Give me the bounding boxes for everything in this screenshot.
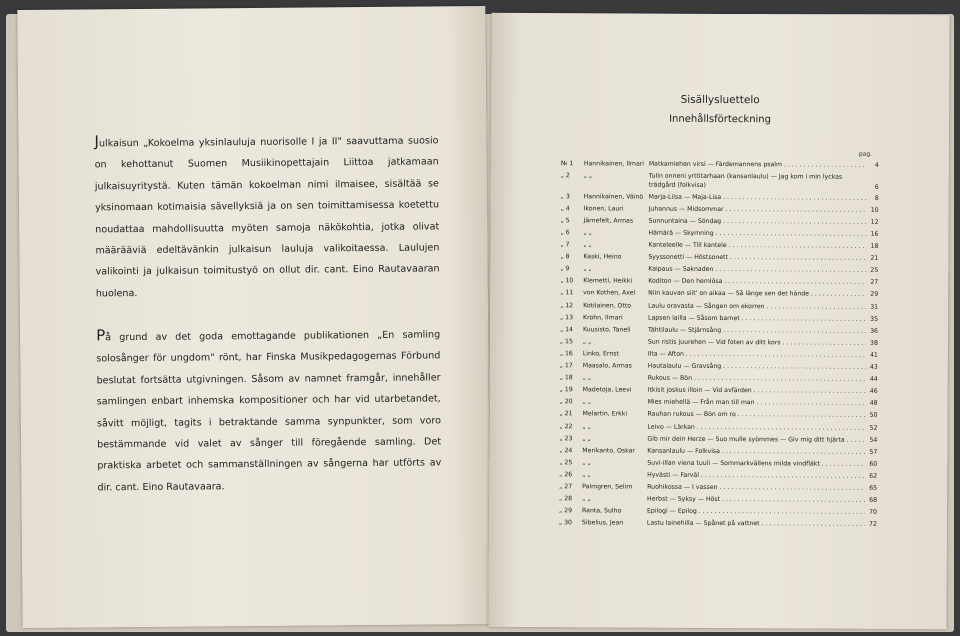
toc-number: „ 21	[559, 410, 573, 418]
toc-row	[560, 216, 878, 228]
toc-composer: Melartin, Erkki	[582, 410, 628, 418]
toc-number: „ 29	[558, 507, 573, 515]
toc-page-number: 41	[869, 351, 878, 359]
toc-row	[559, 458, 877, 470]
toc-page-number: 12	[870, 218, 879, 226]
toc-page-number: 43	[869, 363, 878, 371]
toc-song-title: Ruohikossa — I vassen . . .	[647, 483, 865, 494]
toc-number: „ 12	[560, 301, 574, 309]
toc-row	[559, 422, 877, 434]
toc-number: „ 5	[560, 216, 570, 225]
toc-page-number: 54	[869, 436, 878, 444]
toc-song-title: Kansanlaulu — Folkvisa . . .	[647, 446, 865, 457]
toc-page-number: 31	[870, 303, 879, 311]
toc-page-number: 4	[874, 161, 879, 169]
toc-song-title: Laulu oravasta — Sången om ekorren . . .	[648, 301, 866, 312]
toc-row	[560, 385, 878, 397]
toc-number: „ 14	[559, 325, 574, 333]
toc-composer: Linko, Ernst	[582, 350, 619, 358]
toc-page-number: 25	[870, 266, 879, 275]
toc-composer: „ „	[583, 229, 592, 237]
toc-composer: „ „	[582, 471, 591, 479]
toc-composer: Madetoja, Leevi	[582, 386, 632, 394]
toc-row	[560, 289, 878, 301]
toc-page-number: 36	[870, 327, 878, 335]
toc-row	[559, 494, 877, 506]
toc-song-title: Gib mir dein Herze — Suo mulle syömmes — Giv mig ditt hjärta . . .	[647, 434, 865, 445]
toc-page-number: 44	[869, 375, 878, 383]
toc-number: „ 26	[559, 471, 573, 479]
toc-song-title: Matkamiehen virsi — Färdemannens psalm . . .	[649, 160, 867, 171]
toc-page-number: 68	[869, 496, 878, 504]
toc-row	[560, 397, 878, 409]
toc-row	[559, 434, 877, 446]
toc-number: „ 6	[560, 229, 570, 237]
toc-row	[559, 410, 877, 422]
toc-row	[560, 228, 878, 240]
toc-number: „ 3	[560, 192, 570, 200]
toc-page-number: 57	[869, 448, 878, 456]
toc-composer: „ „	[582, 398, 591, 406]
toc-row	[559, 506, 877, 518]
toc-composer: Järnefelt, Armas	[583, 217, 634, 225]
toc-number: „ 13	[559, 313, 574, 321]
toc-number: „ 2	[560, 172, 570, 180]
toc-composer: „ „	[582, 374, 592, 382]
toc-song-title: Kaipaus — Saknaden . . .	[648, 265, 866, 276]
toc-row	[560, 325, 878, 337]
toc-song-title: Koditon — Den hemlösa . . .	[648, 277, 866, 288]
left-page	[17, 6, 490, 628]
toc-number: „ 30	[558, 519, 573, 527]
toc-number: „ 9	[560, 265, 570, 273]
toc-song-title: Niin kauvan siit' on aikaa — Så länge sen det hände . . .	[648, 289, 866, 300]
toc-composer: „ „	[582, 422, 591, 430]
toc-composer: „ „	[582, 434, 591, 442]
toc-page-number: 46	[869, 387, 878, 396]
toc-number: „ 23	[559, 434, 573, 442]
toc-row	[559, 518, 877, 530]
toc-page-number: 18	[870, 242, 879, 250]
toc-number: „ 10	[560, 277, 574, 285]
toc-subtitle: Innehållsförteckning	[669, 113, 772, 126]
toc-page-number: 60	[869, 460, 878, 468]
toc-song-title: Lastu lainehilla — Spånet på vattnet . . .	[647, 519, 865, 530]
toc-song-title: Mies miehellä — Från man till man . . .	[648, 398, 866, 409]
toc-page-number: 38	[869, 339, 878, 347]
toc-page-number: 21	[870, 254, 879, 262]
toc-row	[560, 337, 878, 349]
toc-song-title: Epilogi — Epilog . . .	[647, 507, 865, 518]
toc-song-title: Ilta — Afton . . .	[648, 350, 866, 361]
toc-composer: Krohn, Ilmari	[582, 313, 623, 322]
toc-number: „ 22	[559, 422, 573, 430]
toc-row	[560, 361, 878, 373]
toc-song-title: Rauhan rukous — Bön om ro . . .	[647, 410, 865, 421]
toc-page-number: 50	[869, 412, 878, 420]
preface-finnish-initial: J	[94, 132, 99, 151]
toc-page-number: 65	[869, 484, 878, 492]
toc-song-title: Tähtilaulu — Stjärnsång . . .	[648, 325, 866, 336]
toc-page-number: 62	[869, 472, 878, 480]
toc-row	[560, 301, 878, 313]
toc-song-title: Itkisit joskus illoin — Vid avfärden . . .	[648, 386, 866, 397]
toc-row	[560, 240, 878, 252]
toc-composer: Ikonen, Lauri	[583, 204, 624, 213]
toc-row	[560, 349, 878, 361]
toc-row	[560, 276, 878, 288]
toc-number: „ 4	[560, 204, 570, 212]
toc-page-number: 52	[869, 424, 878, 432]
toc-composer: „ „	[582, 459, 591, 467]
toc-song-title: Suvi-illan viena tuuli — Sommarkvällens milda vindfläkt . . .	[647, 458, 865, 469]
toc-song-title: Juhannus — Midsommar . . .	[649, 204, 867, 215]
toc-number: „ 24	[559, 446, 573, 454]
toc-number: „ 17	[559, 362, 573, 370]
toc-page-number: 70	[869, 508, 878, 517]
toc-page-number: 10	[870, 206, 879, 214]
toc-song-title: Syyssonetti — Höstsonett . . .	[648, 253, 866, 264]
toc-number: № 1	[560, 160, 574, 168]
toc-row	[559, 446, 877, 458]
toc-row	[559, 470, 877, 482]
toc-composer: Palmgren, Selim	[582, 483, 633, 491]
toc-composer: „ „	[583, 172, 593, 180]
toc-song-title: Leivo — Lärkan . . .	[647, 422, 865, 433]
toc-page-number: 72	[869, 521, 877, 529]
toc-number: „ 7	[560, 241, 570, 249]
toc-title: Sisällysluettelo	[680, 93, 760, 107]
toc-song-title: Marja-Liisa — Maja-Lisa . . .	[649, 192, 867, 203]
toc-number: „ 25	[559, 458, 573, 467]
toc-row	[559, 482, 877, 494]
toc-number: „ 15	[559, 337, 573, 346]
toc-composer: Sibelius, Jean	[581, 519, 624, 527]
preface-swedish-text: å grund av det goda emottagande publikationen „En samling solosånger för ungdom" rönt, har Finska Musikpedagogernas Förbund beslutat fortsätta utgivningen. Såsom av namnet framgår, innehåller samlingen enbart inhemska kompositioner och har vid utarbetandet, såvitt möjligt, tagits i betraktande samma synpunkter, som voro bestämmande vid valet av sånger till föregående samling. Det praktiska arbetet och sammanställningen av sångerna har utförts av dir. cant. Eino Rautavaara.	[96, 329, 442, 494]
toc-song-title: Hyvästi — Farväl . . .	[647, 471, 865, 482]
toc-song-title: Kanteleelle — Till kantele . . .	[648, 241, 866, 252]
toc-song-title: Sunnuntaina — Söndag . . .	[648, 216, 866, 227]
toc-composer: Merikanto, Oskar	[582, 446, 635, 455]
toc-page-number: 35	[870, 315, 879, 323]
toc-composer: Kuusisto, Taneli	[582, 325, 631, 334]
toc-song-title: Hautalaulu — Gravsång . . .	[648, 362, 866, 373]
toc-composer: Kaski, Heino	[583, 253, 622, 261]
toc-row	[561, 159, 879, 171]
right-page	[488, 13, 949, 629]
toc-row	[560, 264, 878, 276]
toc-number: „ 27	[559, 483, 573, 491]
toc-composer: „ „	[582, 495, 591, 503]
toc-composer: Ranta, Sulho	[581, 507, 622, 515]
preface-swedish	[96, 322, 441, 498]
toc-composer: Maasalo, Armas	[582, 362, 632, 370]
toc-number: „ 19	[559, 386, 573, 394]
toc-page-number: 6	[874, 183, 879, 191]
toc-row	[560, 252, 878, 264]
toc-number: „ 8	[560, 253, 570, 261]
preface-finnish-text: ulkaisun „Kokoelma yksinlauluja nuorisolle I ja II" saavuttama suosio on kehottanut Suomen Musiikinopettajain Liittoa jatkamaan julkaisuyritystä. Kuten tämän kokoelman nimi ilmaisee, sisältää se yksinomaan kotimaisia sävellyksiä ja on sen toimittamisessa koetettu noudattaa mahdollisuutta myöten samoja näkökohtia, jotka olivat määrääviä edeltävänkin julkaisun lauluja valikoitaessa. Laulujen valikointi ja julkaisun toimitustyö on ollut dir. cant. Eino Rautavaaran huolena.	[94, 135, 440, 300]
toc-number: „ 28	[559, 495, 573, 503]
toc-row	[560, 373, 878, 385]
toc-number: „ 11	[560, 289, 574, 297]
toc-composer: Kotilainen, Otto	[583, 301, 632, 310]
toc-composer: „ „	[583, 241, 592, 249]
toc-song-title: Herbst — Syksy — Höst . . .	[647, 495, 865, 506]
toc-page-number: 48	[869, 400, 878, 408]
toc-composer: Hannikainen, Ilmari	[583, 160, 645, 168]
toc-row	[560, 313, 878, 325]
toc-composer: Klemetti, Heikki	[583, 277, 633, 285]
toc-row	[561, 204, 879, 216]
toc-page-number: 27	[870, 279, 879, 287]
toc-song-title: Tulin onneni yrttitarhaan (kansanlaulu) — Jag kom i min lyckas trädgård (folkvisa)	[648, 172, 843, 190]
toc-composer: „ „	[582, 338, 592, 346]
toc-row	[561, 192, 879, 204]
toc-page-number: 16	[870, 230, 879, 238]
toc-page-number: 29	[870, 291, 879, 299]
preface-finnish	[94, 128, 439, 304]
toc-number: „ 16	[559, 350, 573, 358]
page-column-label: pag.	[858, 150, 873, 158]
toc-song-title: Rukous — Bön . . .	[648, 374, 866, 385]
toc-number: „ 20	[559, 398, 573, 406]
toc-song-title: Lapsen iailla — Såsom barnet . . .	[648, 313, 866, 324]
toc-song-title: Hämärä — Skymning . . .	[648, 229, 866, 240]
toc-composer: von Kothen, Axel	[583, 289, 636, 297]
toc-composer: Hannikainen, Väinö	[583, 192, 644, 201]
toc-page-number: 8	[874, 194, 879, 202]
toc-row	[561, 171, 879, 193]
toc-composer: „ „	[583, 265, 592, 273]
toc-song-title: Sun ristis juurehen — Vid foten av ditt kors . . .	[648, 337, 866, 348]
toc-number: „ 18	[559, 374, 573, 382]
preface-swedish-initial: P	[96, 326, 106, 345]
